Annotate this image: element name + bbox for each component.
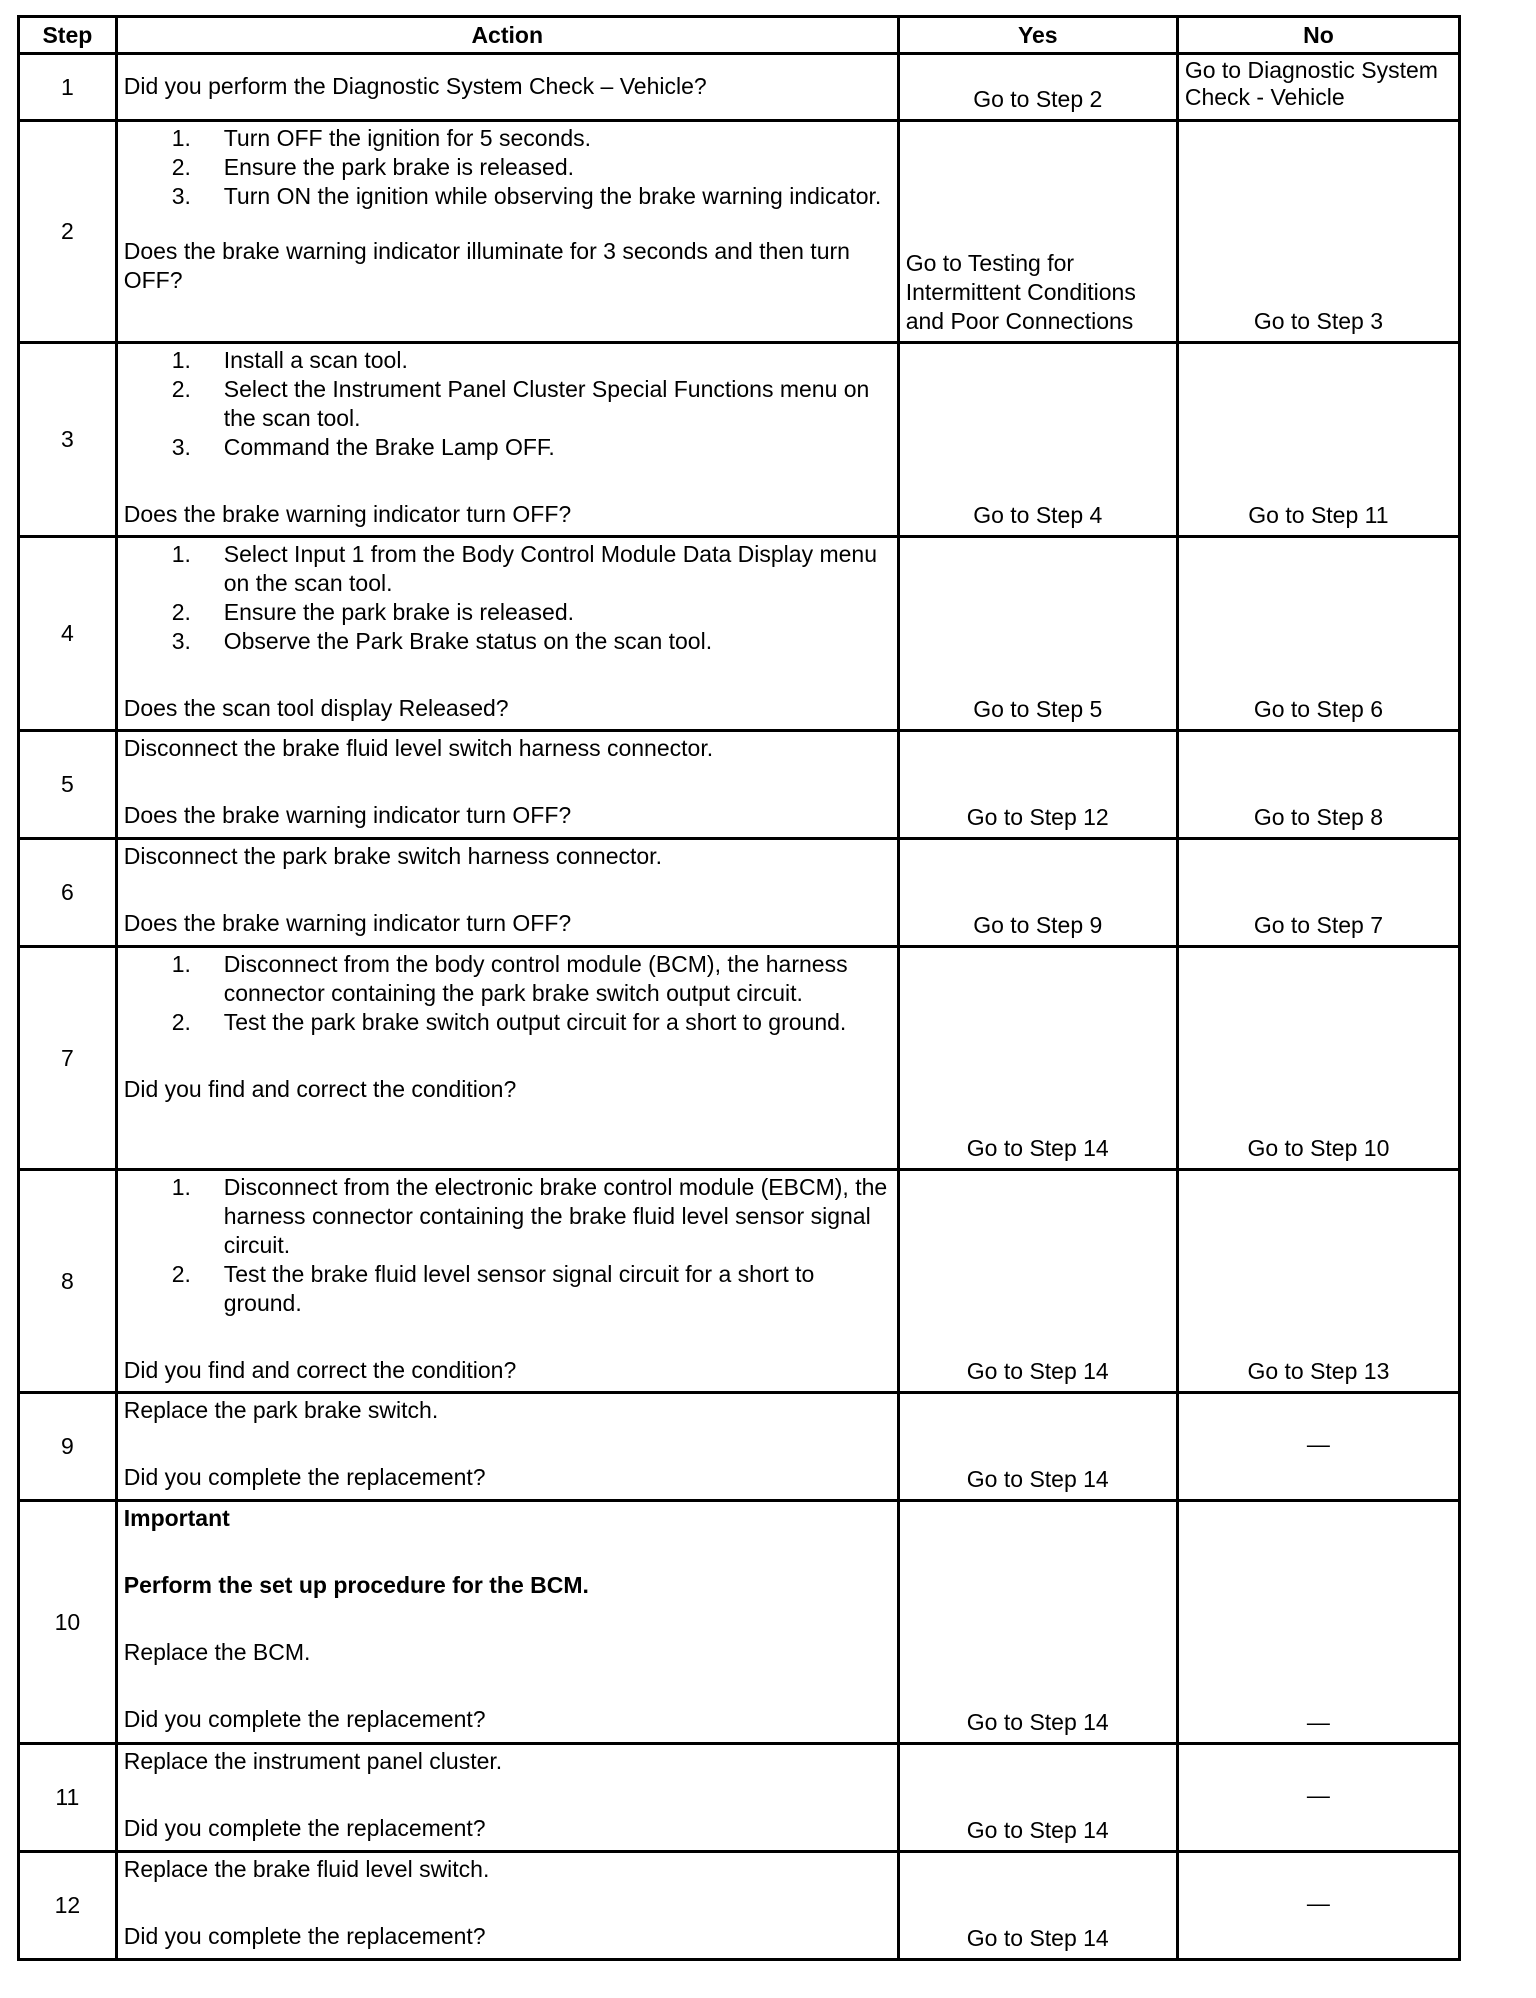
action-question: Did you complete the replacement? bbox=[123, 1706, 486, 1732]
action-cell bbox=[116, 343, 898, 537]
header-action: Action bbox=[116, 17, 898, 54]
table-row bbox=[19, 947, 1460, 1170]
action-cell bbox=[116, 947, 898, 1170]
table-row bbox=[19, 343, 1460, 537]
step-number: 12 bbox=[19, 1852, 117, 1960]
list-item: Observe the Park Brake status on the scan tool. bbox=[223, 628, 713, 654]
action-cell bbox=[116, 1501, 898, 1744]
step-number: 9 bbox=[19, 1393, 117, 1501]
table-row bbox=[19, 1852, 1460, 1960]
step-number: 8 bbox=[19, 1170, 117, 1393]
yes-cell: Go to Step 14 bbox=[898, 1393, 1177, 1501]
list-item: Select the Instrument Panel Cluster Special Functions menu on the scan tool. bbox=[223, 376, 870, 431]
important-note: Perform the set up procedure for the BCM. bbox=[123, 1572, 589, 1598]
action-list bbox=[124, 124, 893, 211]
action-text: Replace the park brake switch. bbox=[123, 1397, 439, 1423]
header-no: No bbox=[1177, 17, 1459, 54]
header-row bbox=[19, 17, 1460, 54]
table-row bbox=[19, 1393, 1460, 1501]
no-cell: — bbox=[1177, 1393, 1459, 1501]
yes-cell: Go to Step 4 bbox=[898, 343, 1177, 537]
yes-cell: Go to Step 5 bbox=[898, 537, 1177, 731]
step-number: 2 bbox=[19, 121, 117, 343]
table-row bbox=[19, 1501, 1460, 1744]
action-cell bbox=[116, 1393, 898, 1501]
step-number: 11 bbox=[19, 1744, 117, 1852]
step-number: 3 bbox=[19, 343, 117, 537]
action-text: Replace the BCM. bbox=[123, 1639, 311, 1665]
yes-cell: Go to Step 14 bbox=[898, 1501, 1177, 1744]
action-question: Does the scan tool display Released? bbox=[123, 695, 509, 721]
table-row bbox=[19, 1170, 1460, 1393]
header-yes: Yes bbox=[898, 17, 1177, 54]
step-number: 10 bbox=[19, 1501, 117, 1744]
no-cell: — bbox=[1177, 1744, 1459, 1852]
action-question: Does the brake warning indicator turn OFF? bbox=[123, 910, 572, 936]
action-cell bbox=[116, 731, 898, 839]
table-row bbox=[19, 54, 1460, 121]
list-item: Install a scan tool. bbox=[223, 347, 408, 373]
list-item: Disconnect from the body control module (BCM), the harness connector containing the park brake switch output circuit. bbox=[223, 951, 848, 1006]
no-cell: Go to Step 13 bbox=[1177, 1170, 1459, 1393]
table-row bbox=[19, 1744, 1460, 1852]
no-cell: Go to Diagnostic System Check - Vehicle bbox=[1177, 54, 1459, 121]
yes-cell: Go to Step 12 bbox=[898, 731, 1177, 839]
action-list bbox=[124, 540, 893, 656]
header-step: Step bbox=[19, 17, 117, 54]
action-cell bbox=[116, 121, 898, 343]
action-text: Disconnect the brake fluid level switch harness connector. bbox=[123, 735, 714, 761]
no-cell: Go to Step 3 bbox=[1177, 121, 1459, 343]
action-cell bbox=[116, 1170, 898, 1393]
no-cell: — bbox=[1177, 1501, 1459, 1744]
yes-cell: Go to Step 14 bbox=[898, 1744, 1177, 1852]
table-row bbox=[19, 121, 1460, 343]
yes-cell: Go to Step 9 bbox=[898, 839, 1177, 947]
list-item: Command the Brake Lamp OFF. bbox=[223, 434, 555, 460]
action-text: Replace the instrument panel cluster. bbox=[123, 1748, 503, 1774]
action-question: Did you find and correct the condition? bbox=[123, 1357, 517, 1383]
list-item: Turn OFF the ignition for 5 seconds. bbox=[223, 125, 592, 151]
table-row bbox=[19, 731, 1460, 839]
action-question: Did you complete the replacement? bbox=[123, 1815, 486, 1841]
no-cell: — bbox=[1177, 1852, 1459, 1960]
no-cell: Go to Step 8 bbox=[1177, 731, 1459, 839]
yes-cell: Go to Step 14 bbox=[898, 1852, 1177, 1960]
no-cell: Go to Step 6 bbox=[1177, 537, 1459, 731]
important-label: Important bbox=[123, 1505, 230, 1531]
yes-cell: Go to Step 2 bbox=[898, 54, 1177, 121]
no-cell: Go to Step 7 bbox=[1177, 839, 1459, 947]
action-cell bbox=[116, 1852, 898, 1960]
list-item: Test the brake fluid level sensor signal circuit for a short to ground. bbox=[223, 1261, 815, 1316]
list-item: Ensure the park brake is released. bbox=[223, 154, 575, 180]
diagnostic-table bbox=[17, 15, 1461, 1961]
list-item: Disconnect from the electronic brake control module (EBCM), the harness connector containing the brake fluid level sensor signal circuit. bbox=[223, 1174, 888, 1258]
action-question: Does the brake warning indicator illuminate for 3 seconds and then turn OFF? bbox=[123, 238, 850, 293]
list-item: Turn ON the ignition while observing the brake warning indicator. bbox=[223, 183, 882, 209]
yes-cell: Go to Testing for Intermittent Conditions and Poor Connections bbox=[898, 121, 1177, 343]
table-row bbox=[19, 537, 1460, 731]
action-question: Did you complete the replacement? bbox=[123, 1464, 486, 1490]
action-question: Does the brake warning indicator turn OFF? bbox=[123, 501, 572, 527]
action-text: Did you perform the Diagnostic System Check – Vehicle? bbox=[116, 54, 898, 121]
no-cell: Go to Step 10 bbox=[1177, 947, 1459, 1170]
list-item: Ensure the park brake is released. bbox=[223, 599, 575, 625]
yes-cell: Go to Step 14 bbox=[898, 947, 1177, 1170]
list-item: Test the park brake switch output circuit for a short to ground. bbox=[223, 1009, 847, 1035]
action-cell bbox=[116, 839, 898, 947]
yes-cell: Go to Step 14 bbox=[898, 1170, 1177, 1393]
step-number: 1 bbox=[19, 54, 117, 121]
action-list bbox=[124, 346, 893, 462]
action-question: Did you find and correct the condition? bbox=[123, 1076, 517, 1102]
step-number: 4 bbox=[19, 537, 117, 731]
action-cell bbox=[116, 1744, 898, 1852]
action-text: Replace the brake fluid level switch. bbox=[123, 1856, 490, 1882]
action-question: Did you complete the replacement? bbox=[123, 1923, 486, 1949]
no-cell: Go to Step 11 bbox=[1177, 343, 1459, 537]
step-number: 6 bbox=[19, 839, 117, 947]
step-number: 5 bbox=[19, 731, 117, 839]
action-list bbox=[124, 950, 893, 1037]
action-list bbox=[124, 1173, 893, 1318]
list-item: Select Input 1 from the Body Control Module Data Display menu on the scan tool. bbox=[223, 541, 878, 596]
action-cell bbox=[116, 537, 898, 731]
action-question: Does the brake warning indicator turn OFF? bbox=[123, 802, 572, 828]
step-number: 7 bbox=[19, 947, 117, 1170]
action-text: Disconnect the park brake switch harness connector. bbox=[123, 843, 662, 869]
table-row bbox=[19, 839, 1460, 947]
